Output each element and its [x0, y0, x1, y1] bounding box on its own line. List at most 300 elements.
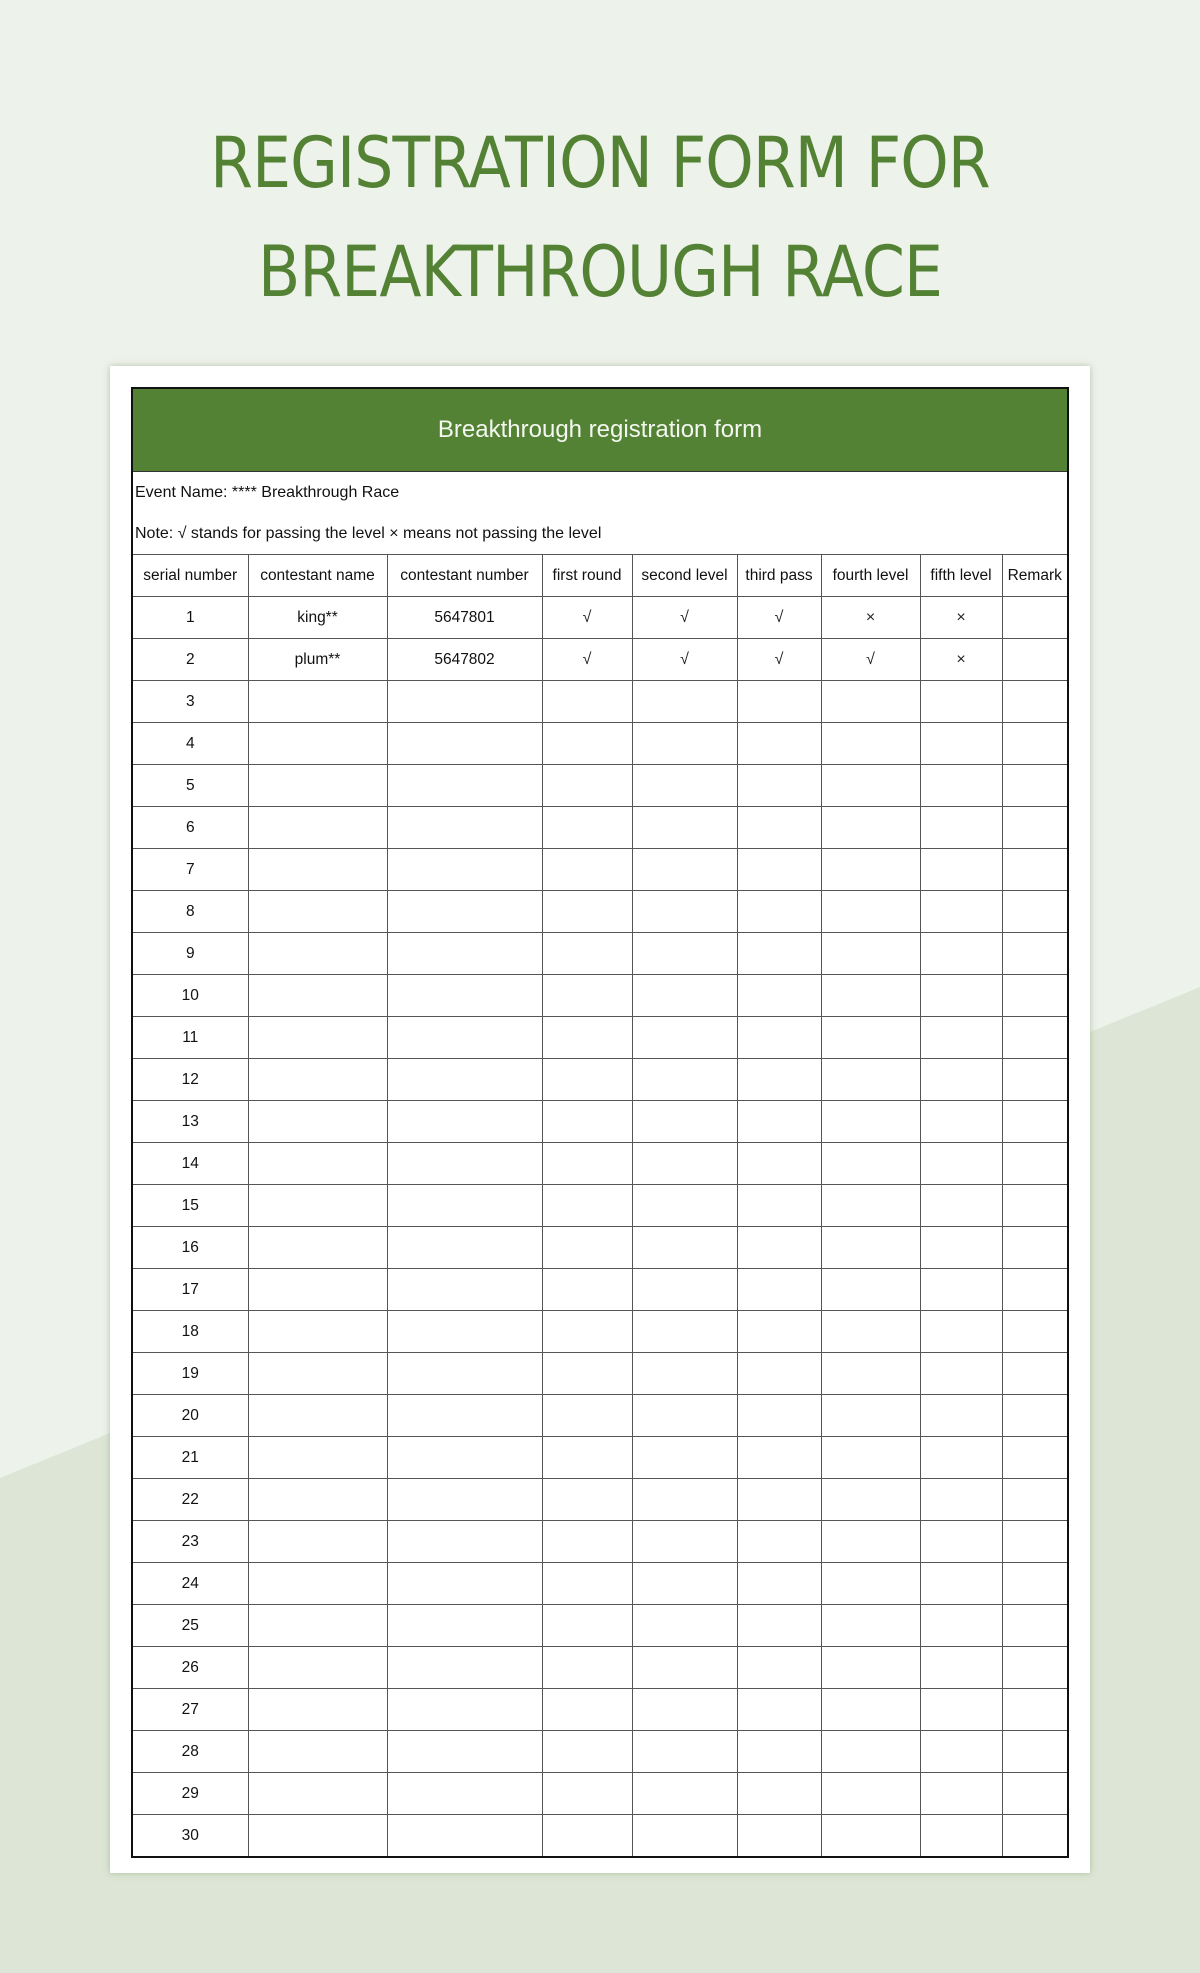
cell-first-round[interactable] [542, 1269, 632, 1311]
cell-contestant-name[interactable] [248, 1605, 387, 1647]
cell-third-pass[interactable] [737, 1605, 821, 1647]
cell-contestant-name[interactable] [248, 849, 387, 891]
cell-fourth-level[interactable] [821, 1101, 920, 1143]
cell-second-level[interactable] [632, 891, 737, 933]
cell-third-pass[interactable] [737, 849, 821, 891]
cell-fifth-level[interactable] [920, 1563, 1002, 1605]
cell-second-level-check-icon[interactable]: √ [632, 597, 737, 639]
cell-second-level[interactable] [632, 1269, 737, 1311]
cell-fifth-level[interactable] [920, 1227, 1002, 1269]
cell-contestant-name[interactable] [248, 1143, 387, 1185]
cell-fifth-level[interactable] [920, 1605, 1002, 1647]
cell-third-pass-check-icon[interactable]: √ [737, 639, 821, 681]
cell-second-level[interactable] [632, 1017, 737, 1059]
cell-second-level[interactable] [632, 765, 737, 807]
cell-contestant-name[interactable] [248, 1689, 387, 1731]
cell-second-level[interactable] [632, 1731, 737, 1773]
cell-contestant-name[interactable] [248, 1227, 387, 1269]
cell-fifth-level-cross-icon[interactable]: × [920, 639, 1002, 681]
cell-first-round-check-icon[interactable]: √ [542, 639, 632, 681]
cell-third-pass[interactable] [737, 1227, 821, 1269]
cell-contestant-name[interactable] [248, 1017, 387, 1059]
cell-second-level[interactable] [632, 1815, 737, 1857]
cell-fifth-level[interactable] [920, 723, 1002, 765]
cell-serial-number[interactable]: 20 [133, 1395, 248, 1437]
cell-contestant-number[interactable] [387, 1395, 542, 1437]
cell-second-level[interactable] [632, 1227, 737, 1269]
cell-fourth-level[interactable] [821, 1395, 920, 1437]
cell-contestant-name[interactable] [248, 1185, 387, 1227]
cell-first-round[interactable] [542, 1437, 632, 1479]
cell-fifth-level[interactable] [920, 1017, 1002, 1059]
cell-fourth-level[interactable] [821, 807, 920, 849]
cell-contestant-number[interactable] [387, 1059, 542, 1101]
cell-first-round[interactable] [542, 1773, 632, 1815]
cell-first-round[interactable] [542, 1227, 632, 1269]
cell-second-level[interactable] [632, 1773, 737, 1815]
cell-contestant-number[interactable] [387, 1101, 542, 1143]
cell-fourth-level[interactable] [821, 1227, 920, 1269]
page-title-line-2: BREAKTHROUGH RACE [257, 231, 943, 313]
cell-first-round[interactable] [542, 1479, 632, 1521]
cell-first-round-check-icon[interactable]: √ [542, 597, 632, 639]
cell-fourth-level[interactable] [821, 1311, 920, 1353]
cell-remark[interactable] [1002, 933, 1067, 975]
cell-contestant-number[interactable] [387, 1773, 542, 1815]
cell-third-pass[interactable] [737, 1479, 821, 1521]
cell-remark[interactable] [1002, 1815, 1067, 1857]
cell-contestant-name[interactable] [248, 933, 387, 975]
cell-fifth-level[interactable] [920, 1479, 1002, 1521]
cell-fifth-level[interactable] [920, 681, 1002, 723]
cell-remark[interactable] [1002, 1605, 1067, 1647]
cell-third-pass[interactable] [737, 1395, 821, 1437]
table-row [133, 1059, 1067, 1101]
table-row [133, 681, 1067, 723]
cell-contestant-number[interactable] [387, 1563, 542, 1605]
cell-fifth-level[interactable] [920, 1647, 1002, 1689]
cell-remark[interactable] [1002, 597, 1067, 639]
cell-contestant-number[interactable] [387, 1017, 542, 1059]
cell-serial-number[interactable]: 21 [133, 1437, 248, 1479]
cell-contestant-number[interactable] [387, 1689, 542, 1731]
cell-first-round[interactable] [542, 807, 632, 849]
cell-serial-number[interactable]: 15 [133, 1185, 248, 1227]
cell-third-pass[interactable] [737, 1185, 821, 1227]
cell-contestant-name[interactable] [248, 723, 387, 765]
cell-fifth-level[interactable] [920, 1815, 1002, 1857]
cell-third-pass[interactable] [737, 933, 821, 975]
cell-serial-number[interactable]: 10 [133, 975, 248, 1017]
cell-second-level[interactable] [632, 1563, 737, 1605]
cell-first-round[interactable] [542, 1605, 632, 1647]
cell-second-level[interactable] [632, 1521, 737, 1563]
cell-remark[interactable] [1002, 1143, 1067, 1185]
cell-first-round[interactable] [542, 765, 632, 807]
table-row [133, 1689, 1067, 1731]
cell-remark[interactable] [1002, 891, 1067, 933]
cell-contestant-name[interactable] [248, 1395, 387, 1437]
cell-remark[interactable] [1002, 1353, 1067, 1395]
cell-contestant-name[interactable] [248, 1815, 387, 1857]
cell-contestant-number[interactable]: 5647802 [387, 639, 542, 681]
cell-third-pass[interactable] [737, 1353, 821, 1395]
cell-first-round[interactable] [542, 1311, 632, 1353]
cell-fourth-level[interactable] [821, 1605, 920, 1647]
cell-first-round[interactable] [542, 1815, 632, 1857]
cell-second-level[interactable] [632, 975, 737, 1017]
cell-third-pass[interactable] [737, 1689, 821, 1731]
cell-fifth-level[interactable] [920, 1731, 1002, 1773]
cell-fifth-level[interactable] [920, 1059, 1002, 1101]
cell-serial-number[interactable]: 17 [133, 1269, 248, 1311]
header-remark: Remark [1002, 555, 1067, 597]
cell-fourth-level[interactable] [821, 1143, 920, 1185]
cell-second-level[interactable] [632, 849, 737, 891]
cell-remark[interactable] [1002, 1647, 1067, 1689]
cell-serial-number[interactable]: 2 [133, 639, 248, 681]
table-row [133, 1815, 1067, 1857]
cell-serial-number[interactable]: 6 [133, 807, 248, 849]
cell-contestant-name[interactable] [248, 765, 387, 807]
cell-contestant-number[interactable]: 5647801 [387, 597, 542, 639]
cell-fourth-level[interactable] [821, 1353, 920, 1395]
cell-contestant-number[interactable] [387, 1143, 542, 1185]
cell-fourth-level[interactable] [821, 723, 920, 765]
table-row [133, 807, 1067, 849]
cell-serial-number[interactable]: 18 [133, 1311, 248, 1353]
cell-first-round[interactable] [542, 1185, 632, 1227]
table-row [133, 1563, 1067, 1605]
cell-serial-number[interactable]: 8 [133, 891, 248, 933]
cell-contestant-number[interactable] [387, 681, 542, 723]
table-row [133, 765, 1067, 807]
cell-second-level[interactable] [632, 1101, 737, 1143]
cell-remark[interactable] [1002, 975, 1067, 1017]
cell-remark[interactable] [1002, 1017, 1067, 1059]
cell-remark[interactable] [1002, 1689, 1067, 1731]
cell-fifth-level[interactable] [920, 765, 1002, 807]
cell-contestant-name[interactable] [248, 807, 387, 849]
cell-remark[interactable] [1002, 1437, 1067, 1479]
table-row [133, 1395, 1067, 1437]
cell-first-round[interactable] [542, 681, 632, 723]
cell-second-level[interactable] [632, 1437, 737, 1479]
cell-first-round[interactable] [542, 891, 632, 933]
cell-fourth-level-cross-icon[interactable]: × [821, 597, 920, 639]
table-row [133, 1647, 1067, 1689]
cell-fourth-level[interactable] [821, 891, 920, 933]
cell-fifth-level[interactable] [920, 1143, 1002, 1185]
cell-first-round[interactable] [542, 723, 632, 765]
form-banner: Breakthrough registration form [133, 389, 1067, 472]
cell-fourth-level[interactable] [821, 975, 920, 1017]
cell-fourth-level[interactable] [821, 1017, 920, 1059]
cell-fourth-level[interactable] [821, 1059, 920, 1101]
cell-second-level[interactable] [632, 1479, 737, 1521]
cell-fifth-level[interactable] [920, 975, 1002, 1017]
cell-remark[interactable] [1002, 1395, 1067, 1437]
cell-contestant-number[interactable] [387, 1479, 542, 1521]
cell-remark[interactable] [1002, 1479, 1067, 1521]
cell-third-pass[interactable] [737, 723, 821, 765]
cell-contestant-number[interactable] [387, 1437, 542, 1479]
cell-third-pass[interactable] [737, 1437, 821, 1479]
cell-fourth-level[interactable] [821, 1437, 920, 1479]
cell-remark[interactable] [1002, 1311, 1067, 1353]
cell-third-pass[interactable] [737, 1815, 821, 1857]
cell-second-level[interactable] [632, 723, 737, 765]
cell-second-level[interactable] [632, 681, 737, 723]
cell-fifth-level[interactable] [920, 1773, 1002, 1815]
cell-contestant-number[interactable] [387, 849, 542, 891]
cell-fifth-level[interactable] [920, 1521, 1002, 1563]
cell-serial-number[interactable]: 13 [133, 1101, 248, 1143]
cell-contestant-number[interactable] [387, 1353, 542, 1395]
cell-contestant-name[interactable]: plum** [248, 639, 387, 681]
cell-fifth-level[interactable] [920, 1437, 1002, 1479]
cell-fourth-level[interactable] [821, 1521, 920, 1563]
cell-contestant-name[interactable] [248, 1059, 387, 1101]
cell-serial-number[interactable]: 14 [133, 1143, 248, 1185]
cell-first-round[interactable] [542, 849, 632, 891]
cell-second-level[interactable] [632, 1311, 737, 1353]
cell-third-pass[interactable] [737, 1017, 821, 1059]
table-row [133, 1437, 1067, 1479]
cell-remark[interactable] [1002, 1521, 1067, 1563]
cell-contestant-name[interactable] [248, 1773, 387, 1815]
cell-serial-number[interactable]: 28 [133, 1731, 248, 1773]
cell-remark[interactable] [1002, 1731, 1067, 1773]
cell-fifth-level[interactable] [920, 1185, 1002, 1227]
cell-serial-number[interactable]: 27 [133, 1689, 248, 1731]
cell-fourth-level[interactable] [821, 1773, 920, 1815]
cell-first-round[interactable] [542, 1563, 632, 1605]
cell-fourth-level[interactable] [821, 681, 920, 723]
cell-first-round[interactable] [542, 1689, 632, 1731]
cell-fourth-level[interactable] [821, 1647, 920, 1689]
cell-contestant-number[interactable] [387, 1269, 542, 1311]
cell-fifth-level-cross-icon[interactable]: × [920, 597, 1002, 639]
event-name-line: Event Name: **** Breakthrough Race [135, 483, 400, 501]
cell-contestant-name[interactable] [248, 1479, 387, 1521]
cell-serial-number[interactable]: 19 [133, 1353, 248, 1395]
cell-remark[interactable] [1002, 1773, 1067, 1815]
cell-remark[interactable] [1002, 681, 1067, 723]
cell-fifth-level[interactable] [920, 1269, 1002, 1311]
cell-contestant-name[interactable] [248, 681, 387, 723]
cell-serial-number[interactable]: 25 [133, 1605, 248, 1647]
cell-third-pass-check-icon[interactable]: √ [737, 597, 821, 639]
cell-remark[interactable] [1002, 1185, 1067, 1227]
cell-serial-number[interactable]: 9 [133, 933, 248, 975]
cell-remark[interactable] [1002, 1059, 1067, 1101]
cell-third-pass[interactable] [737, 1647, 821, 1689]
cell-serial-number[interactable]: 29 [133, 1773, 248, 1815]
cell-fourth-level[interactable] [821, 1689, 920, 1731]
table-row [133, 1479, 1067, 1521]
cell-remark[interactable] [1002, 639, 1067, 681]
cell-remark[interactable] [1002, 723, 1067, 765]
cell-second-level[interactable] [632, 807, 737, 849]
table-row [133, 933, 1067, 975]
cell-contestant-number[interactable] [387, 1311, 542, 1353]
cell-remark[interactable] [1002, 1227, 1067, 1269]
header-contestant-name: contestant name [248, 555, 387, 597]
cell-contestant-name[interactable] [248, 1437, 387, 1479]
cell-second-level[interactable] [632, 933, 737, 975]
cell-contestant-name[interactable]: king** [248, 597, 387, 639]
table-row [133, 1185, 1067, 1227]
cell-third-pass[interactable] [737, 1311, 821, 1353]
cell-fourth-level[interactable] [821, 765, 920, 807]
cell-first-round[interactable] [542, 1395, 632, 1437]
cell-contestant-number[interactable] [387, 723, 542, 765]
cell-contestant-number[interactable] [387, 1815, 542, 1857]
cell-serial-number[interactable]: 12 [133, 1059, 248, 1101]
cell-third-pass[interactable] [737, 1773, 821, 1815]
cell-second-level[interactable] [632, 1395, 737, 1437]
header-third-pass: third pass [737, 555, 821, 597]
cell-second-level[interactable] [632, 1689, 737, 1731]
cell-fourth-level[interactable] [821, 1479, 920, 1521]
cell-contestant-name[interactable] [248, 1353, 387, 1395]
cell-fifth-level[interactable] [920, 1311, 1002, 1353]
cell-contestant-name[interactable] [248, 1521, 387, 1563]
cell-serial-number[interactable]: 7 [133, 849, 248, 891]
table-row [133, 975, 1067, 1017]
cell-third-pass[interactable] [737, 1269, 821, 1311]
cell-first-round[interactable] [542, 1353, 632, 1395]
cell-contestant-number[interactable] [387, 1227, 542, 1269]
cell-third-pass[interactable] [737, 1059, 821, 1101]
cell-second-level[interactable] [632, 1143, 737, 1185]
cell-fourth-level[interactable] [821, 1815, 920, 1857]
cell-third-pass[interactable] [737, 1101, 821, 1143]
cell-serial-number[interactable]: 24 [133, 1563, 248, 1605]
cell-contestant-name[interactable] [248, 1647, 387, 1689]
cell-remark[interactable] [1002, 1563, 1067, 1605]
cell-contestant-number[interactable] [387, 891, 542, 933]
cell-contestant-number[interactable] [387, 765, 542, 807]
cell-contestant-name[interactable] [248, 1731, 387, 1773]
cell-fifth-level[interactable] [920, 1689, 1002, 1731]
cell-third-pass[interactable] [737, 765, 821, 807]
cell-fifth-level[interactable] [920, 807, 1002, 849]
cell-third-pass[interactable] [737, 1521, 821, 1563]
cell-second-level[interactable] [632, 1605, 737, 1647]
cell-remark[interactable] [1002, 1269, 1067, 1311]
cell-serial-number[interactable]: 5 [133, 765, 248, 807]
cell-contestant-number[interactable] [387, 1647, 542, 1689]
cell-first-round[interactable] [542, 1059, 632, 1101]
table-row [133, 1353, 1067, 1395]
cell-contestant-number[interactable] [387, 1185, 542, 1227]
registration-sheet [131, 387, 1069, 1858]
cell-fifth-level[interactable] [920, 1353, 1002, 1395]
cell-first-round[interactable] [542, 1101, 632, 1143]
cell-contestant-name[interactable] [248, 1563, 387, 1605]
cell-contestant-number[interactable] [387, 1731, 542, 1773]
cell-second-level[interactable] [632, 1647, 737, 1689]
cell-first-round[interactable] [542, 1017, 632, 1059]
cell-second-level[interactable] [632, 1059, 737, 1101]
cell-remark[interactable] [1002, 1101, 1067, 1143]
cell-fourth-level-check-icon[interactable]: √ [821, 639, 920, 681]
table-row [133, 1521, 1067, 1563]
table-row [133, 1731, 1067, 1773]
cell-contestant-name[interactable] [248, 1101, 387, 1143]
cell-serial-number[interactable]: 26 [133, 1647, 248, 1689]
cell-contestant-number[interactable] [387, 807, 542, 849]
cell-serial-number[interactable]: 11 [133, 1017, 248, 1059]
cell-second-level-check-icon[interactable]: √ [632, 639, 737, 681]
cell-fourth-level[interactable] [821, 1563, 920, 1605]
cell-third-pass[interactable] [737, 891, 821, 933]
cell-first-round[interactable] [542, 1143, 632, 1185]
cell-first-round[interactable] [542, 933, 632, 975]
cell-first-round[interactable] [542, 1647, 632, 1689]
cell-third-pass[interactable] [737, 1563, 821, 1605]
cell-fourth-level[interactable] [821, 849, 920, 891]
cell-contestant-number[interactable] [387, 1521, 542, 1563]
cell-first-round[interactable] [542, 975, 632, 1017]
cell-contestant-number[interactable] [387, 933, 542, 975]
cell-first-round[interactable] [542, 1521, 632, 1563]
cell-fourth-level[interactable] [821, 933, 920, 975]
cell-second-level[interactable] [632, 1185, 737, 1227]
cell-fourth-level[interactable] [821, 1731, 920, 1773]
cell-third-pass[interactable] [737, 1143, 821, 1185]
cell-serial-number[interactable]: 22 [133, 1479, 248, 1521]
cell-first-round[interactable] [542, 1731, 632, 1773]
cell-second-level[interactable] [632, 1353, 737, 1395]
cell-fifth-level[interactable] [920, 933, 1002, 975]
header-contestant-number: contestant number [387, 555, 542, 597]
cell-serial-number[interactable]: 4 [133, 723, 248, 765]
cell-fifth-level[interactable] [920, 1395, 1002, 1437]
cell-third-pass[interactable] [737, 807, 821, 849]
cell-contestant-name[interactable] [248, 975, 387, 1017]
cell-third-pass[interactable] [737, 975, 821, 1017]
cell-serial-number[interactable]: 30 [133, 1815, 248, 1857]
cell-remark[interactable] [1002, 807, 1067, 849]
cell-serial-number[interactable]: 1 [133, 597, 248, 639]
cell-remark[interactable] [1002, 765, 1067, 807]
cell-serial-number[interactable]: 3 [133, 681, 248, 723]
cell-fourth-level[interactable] [821, 1185, 920, 1227]
cell-third-pass[interactable] [737, 1731, 821, 1773]
cell-contestant-name[interactable] [248, 1311, 387, 1353]
header-serial-number: serial number [133, 555, 248, 597]
header-second-level: second level [632, 555, 737, 597]
cell-third-pass[interactable] [737, 681, 821, 723]
cell-contestant-name[interactable] [248, 1269, 387, 1311]
cell-fifth-level[interactable] [920, 1101, 1002, 1143]
cell-serial-number[interactable]: 16 [133, 1227, 248, 1269]
cell-contestant-number[interactable] [387, 975, 542, 1017]
cell-fifth-level[interactable] [920, 891, 1002, 933]
cell-remark[interactable] [1002, 849, 1067, 891]
header-first-round: first round [542, 555, 632, 597]
cell-fifth-level[interactable] [920, 849, 1002, 891]
cell-contestant-number[interactable] [387, 1605, 542, 1647]
cell-serial-number[interactable]: 23 [133, 1521, 248, 1563]
cell-fourth-level[interactable] [821, 1269, 920, 1311]
cell-contestant-name[interactable] [248, 891, 387, 933]
table-row [133, 723, 1067, 765]
table-row [133, 891, 1067, 933]
